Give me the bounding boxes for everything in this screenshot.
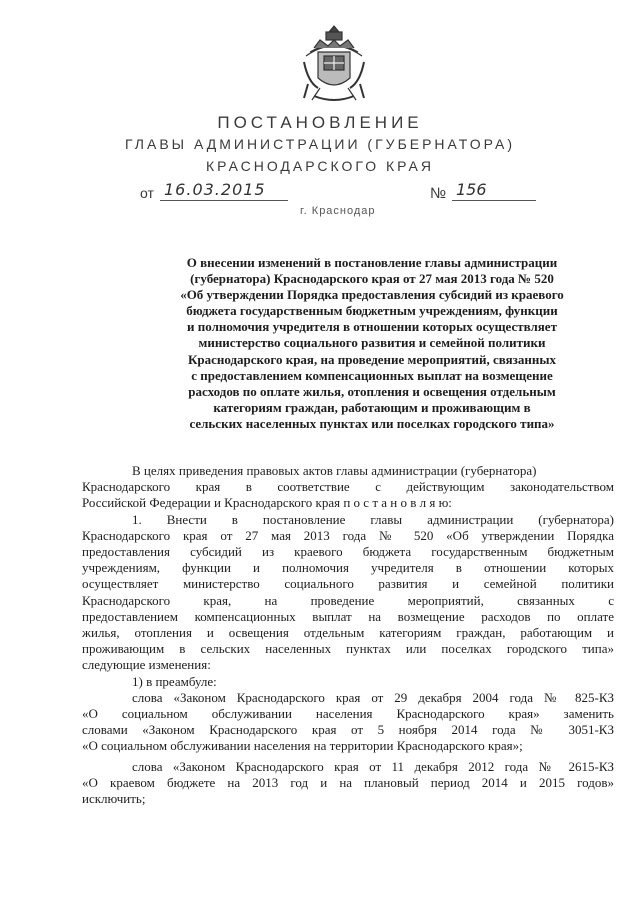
heading-line: и полномочия учредителя в отношении которых осуществляет [187,319,557,335]
city-label: г. Краснодар [300,205,376,217]
para-b-line: «О краевом бюджете на 2013 год и на плановый период 2014 и 2015 годов» [82,774,614,790]
heading-line: Краснодарского края, на проведение мероприятий, связанных [187,351,557,367]
handwritten-number: 156 [452,180,536,201]
item1-line: предоставлением компенсационных выплат на возмещение расходов по оплате [82,608,614,624]
authority-title: ГЛАВЫ АДМИНИСТРАЦИИ (ГУБЕРНАТОРА) [125,136,515,152]
heading-line: (губернатора) Краснодарского края от 27 мая 2013 года № 520 [190,271,554,287]
document-heading [128,255,616,432]
intro-line: В целях приведения правовых актов главы администрации (губернатора) [132,463,537,478]
para-a-line: «О социальном обслуживании населения Краснодарского края» заменить [82,706,614,722]
heading-line: расходов по оплате жилья, отопления и освещения отдельным [188,383,556,399]
coat-of-arms-emblem [300,22,368,106]
item1-line: проживающим в сельских населенных пунктах или поселках городского типа» [82,641,614,657]
heading-line: с предоставлением компенсационных выплат на возмещение [191,367,553,383]
region-title: КРАСНОДАРСКОГО КРАЯ [206,158,434,174]
item1-line: осуществляет министерство социального развития и семейной политики [82,576,614,592]
heading-line: категориям граждан, работающим и проживающим в [213,399,531,415]
intro-line: Краснодарского края в соответствие с действующим законодательством [82,479,614,495]
date-label: от [140,185,154,201]
heading-line: О внесении изменений в постановление главы администрации [186,255,558,270]
heading-line: министерство социального развития и семейной политики [198,335,546,351]
para-b-line: слова «Законом Краснодарского края от 11 декабря 2012 года № 2615-КЗ [132,758,614,774]
heading-line: сельских населенных пунктах или поселках городского типа» [189,415,555,431]
heading-line: «Об утверждении Порядка предоставления субсидий из краевого [180,287,564,303]
item1-line: 1. Внести в постановление главы администрации (губернатора) [132,511,614,527]
document-type-title: ПОСТАНОВЛЕНИЕ [217,113,423,132]
item1-line: учреждениям, функции и полномочия учредителя в отношении которых [82,560,614,576]
item1-line: жилья, отопления и освещения отдельным категориям граждан, работающим и [82,625,614,641]
para-a-line: «О социальном обслуживании населения на территории Краснодарского края»; [82,738,523,754]
item1-line: предоставления субсидий из краевого бюджета государственным бюджетным [82,544,614,560]
item1-line: Краснодарского края, на проведение мероприятий, связанных с [82,592,614,608]
para-a-line: слова «Законом Краснодарского края от 29 декабря 2004 года № 825-КЗ [132,689,614,705]
item1-line: Краснодарского края от 27 мая 2013 года № 520 «Об утверждении Порядка [82,527,614,543]
heading-line: бюджета государственным бюджетным учреждениям, функции [186,303,558,319]
para-a-line: словами «Законом Краснодарского края от 5 ноября 2014 года № 3051-КЗ [82,722,614,738]
item1-line: следующие изменения: [82,657,211,673]
number-label: № [430,185,447,202]
handwritten-date: 16.03.2015 [160,180,288,201]
subitem-preamble: 1) в преамбуле: [132,673,217,689]
document-body [82,463,614,807]
intro-line: Российской Федерации и Краснодарского края п о с т а н о в л я ю: [82,495,452,511]
para-b-line: исключить; [82,791,146,807]
